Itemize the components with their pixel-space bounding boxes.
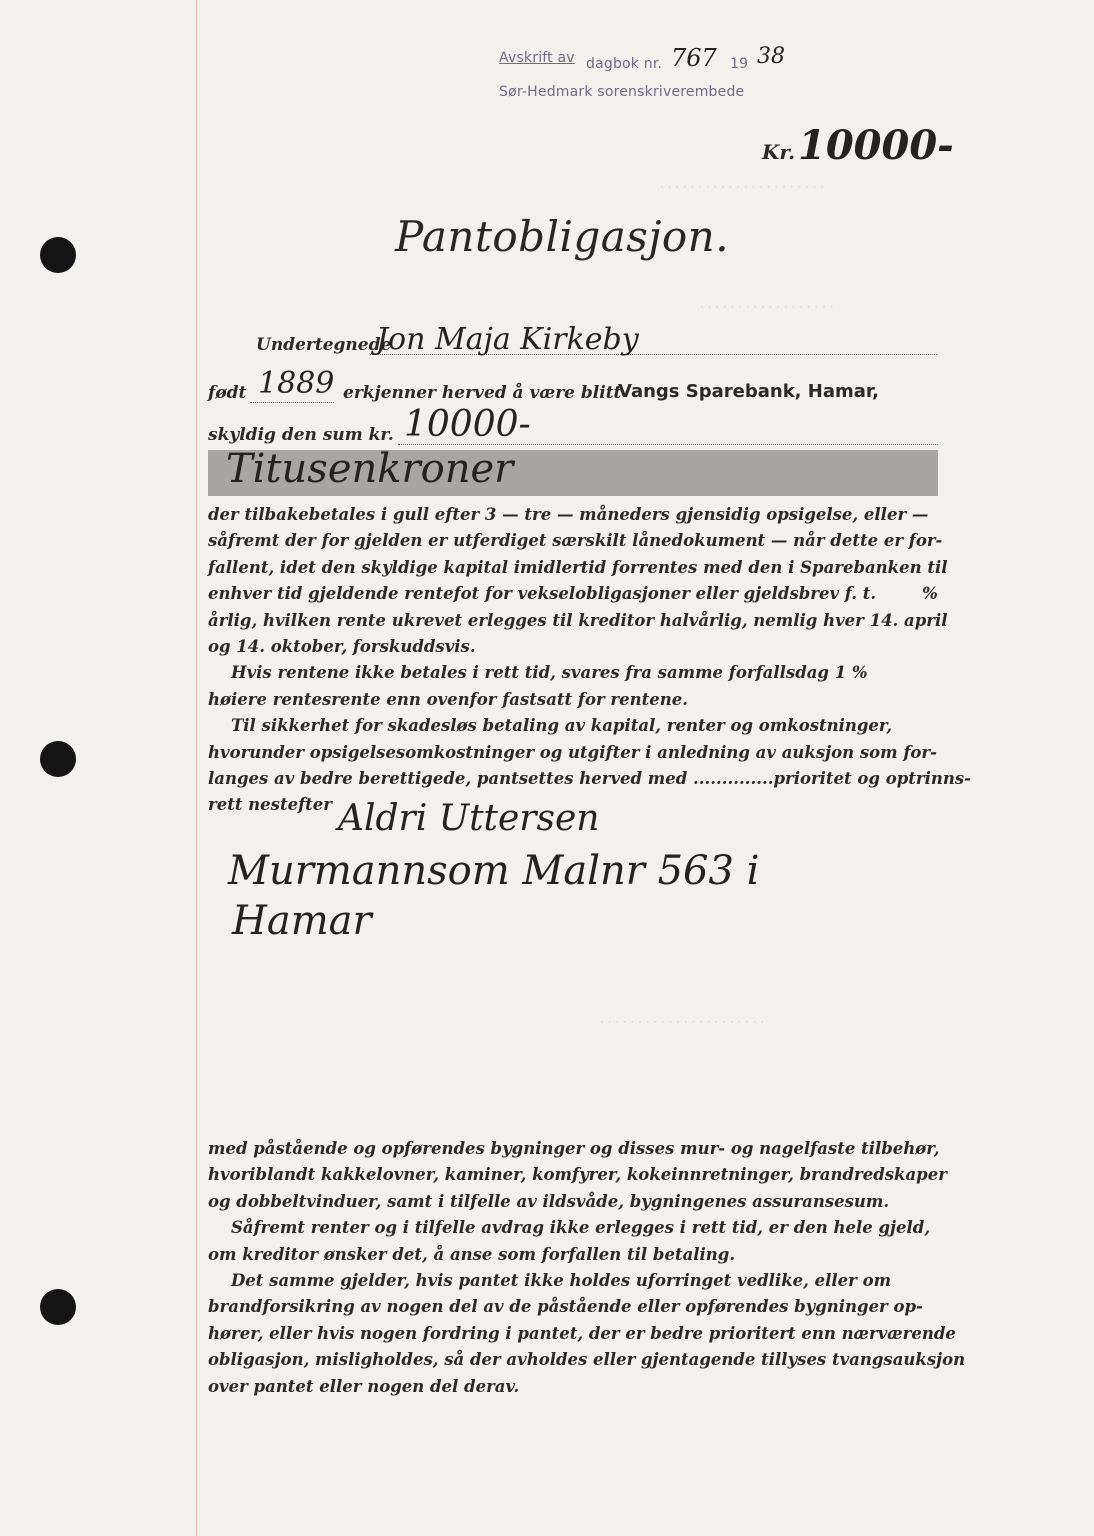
skyldig-value: 10000- (404, 404, 531, 445)
amount-value: 10000- (798, 122, 954, 169)
stamp-office: Sør-Hedmark sorenskriverembede (499, 84, 745, 100)
stamp-dagbok-number: 767 (671, 44, 717, 72)
text-line: Hvis rentene ikke betales i rett tid, svares fra samme forfallsdag 1 % (208, 663, 868, 683)
stamp-dagbok-label: dagbok nr. (586, 56, 663, 72)
document-title: Pantobligasjon. (395, 212, 730, 261)
punch-hole-middle (40, 741, 76, 777)
bleed-through-text: · · · · · · · · · · · · · · · · · · · · · · (660, 180, 825, 194)
text-line: langes av bedre berettigede, pantsettes herved med ..............prioritet og optrinns- (208, 769, 971, 788)
erkjenner-text: erkjenner herved å være blitt (343, 383, 622, 403)
text-line: brandforsikring av nogen del av de påstående eller opførendes bygninger op- (208, 1297, 923, 1317)
punch-hole-top (40, 237, 76, 273)
text-line: høiere rentesrente enn ovenfor fastsatt for rentene. (208, 689, 688, 709)
bleed-through-text: · · · · · · · · · · · · · · · · · · · · · · (600, 1015, 765, 1029)
text-line: og dobbeltvinduer, samt i tilfelle av ildsvåde, bygningenes assuransesum. (208, 1191, 890, 1211)
text-line: med påstående og opførendes bygninger og disses mur- og nagelfaste tilbehør, (208, 1139, 940, 1158)
amount-in-words: Titusenkroner (226, 446, 514, 492)
nestefter-value: Aldri Uttersen (338, 798, 600, 839)
text-line: Det samme gjelder, hvis pantet ikke holdes uforringet vedlike, eller om (208, 1271, 892, 1290)
text-line: der tilbakebetales i gull efter 3 — tre — måneders gjensidig opsigelse, eller — (208, 505, 929, 524)
text-line: hvorunder opsigelsesomkostninger og utgifter i anledning av auksjon som for- (208, 742, 937, 762)
amount-label: Kr. (762, 140, 796, 164)
text-line: enhver tid gjeldende rentefot for vekselobligasjoner eller gjeldsbrev f. t. % (208, 584, 938, 604)
text-line: obligasjon, misligholdes, så der avholdes eller gjentagende tillyses tvangsauksjon (208, 1350, 966, 1370)
fodt-label: født (208, 383, 247, 403)
bank-name: Vangs Sparebank, Hamar, (618, 381, 879, 402)
text-line: Til sikkerhet for skadesløs betaling av kapital, renter og omkostninger, (208, 716, 893, 736)
text-line: hvoriblandt kakkelovner, kaminer, komfyrer, kokeinnretninger, brandredskaper (208, 1165, 947, 1185)
fodt-line (250, 402, 334, 403)
text-line: over pantet eller nogen del derav. (208, 1376, 520, 1396)
text-line: om kreditor ønsker det, å anse som forfallen til betaling. (208, 1244, 736, 1264)
property-line-2: Hamar (232, 898, 372, 944)
punch-hole-bottom (40, 1289, 76, 1325)
text-line: Såfremt renter og i tilfelle avdrag ikke erlegges i rett tid, er den hele gjeld, (208, 1218, 931, 1238)
text-line: hører, eller hvis nogen fordring i pantet, der er bedre prioritert enn nærværende (208, 1323, 956, 1343)
stamp-year-prefix: 19 (730, 56, 749, 72)
text-line: såfremt der for gjelden er utferdiget særskilt lånedokument — når dette er for- (208, 531, 943, 551)
bleed-through-text: · · · · · · · · · · · · · · · · · · (700, 300, 834, 314)
text-line: rett nestefter (208, 795, 332, 815)
stamp-year: 38 (757, 44, 785, 69)
fodt-value: 1889 (258, 366, 335, 401)
skyldig-label: skyldig den sum kr. (208, 425, 394, 445)
text-line: og 14. oktober, forskuddsvis. (208, 637, 476, 656)
text-line: årlig, hvilken rente ukrevet erlegges til kreditor halvårlig, nemlig hver 14. april (208, 610, 948, 630)
stamp-avskrift-label: Avskrift av (499, 50, 575, 66)
margin-line (196, 0, 197, 1536)
undertegnede-label: Undertegnede (256, 335, 392, 355)
undertegnede-value: Jon Maja Kirkeby (376, 322, 639, 357)
text-line: fallent, idet den skyldige kapital imidlertid forrentes med den i Sparebanken til (208, 557, 948, 577)
property-line-1: Murmannsom Malnr 563 i (228, 848, 760, 894)
